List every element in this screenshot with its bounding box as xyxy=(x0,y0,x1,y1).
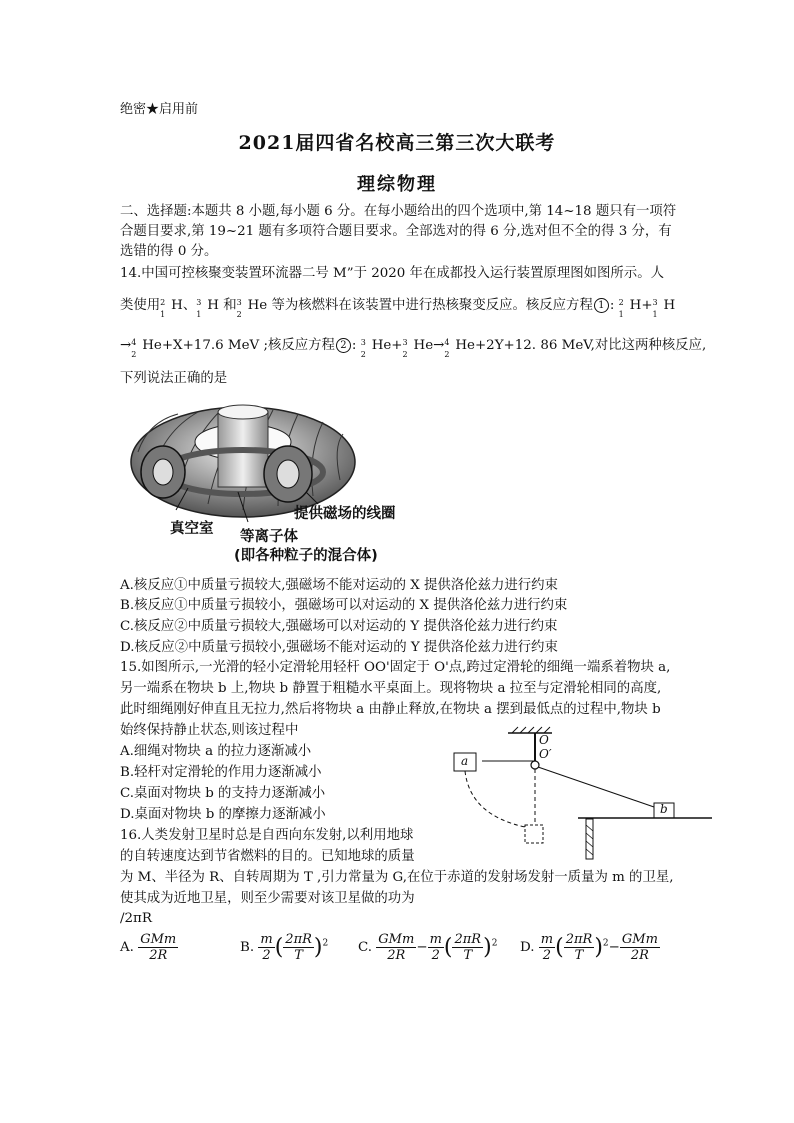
q14-option-b: B.核反应①中质量亏损较小，强磁场可以对运动的 X 提供洛伦兹力进行约束 xyxy=(120,598,568,613)
label-plasma-note: (即各种粒子的混合体) xyxy=(234,548,378,564)
q16-line-1: 16.人类发射卫星时总是自西向东发射,以利用地球 xyxy=(120,828,414,843)
q15-option-a: A.细绳对物块 a 的拉力逐渐减小 xyxy=(120,744,312,759)
q14-line-3: → 4 2 He+X+17.6 MeV ;核反应方程 2 : 3 2 He+ 3 2 He→ 4 2 He+2Y+12. 86 MeV,对比这两种核反应, xyxy=(120,338,707,359)
label-vacuum-chamber: 真空室 xyxy=(170,521,214,537)
q15-option-d: D.桌面对物块 b 的摩擦力逐渐减小 xyxy=(120,807,326,822)
q16-option-a: A. $\frac{\text{GMm}}{2R}$ xyxy=(120,932,177,963)
q15-line-3: 此时细绳刚好伸直且无拉力,然后将物块 a 由静止释放,在物块 a 摆到最低点的过程中,物块 b xyxy=(120,702,661,717)
exam-subtitle: 理综物理 xyxy=(357,174,437,195)
q16-option-d: D. $\frac{m}{2}$ ( $\frac{2\pi R}{T}$ )$^2$− $\frac{\text{GMm}}{2R}$ xyxy=(520,932,658,963)
exam-title: 2021届四省名校高三第三次大联考 xyxy=(238,132,556,154)
q15-line-2: 另一端系在物块 b 上,物块 b 静置于粗糙水平桌面上。现将物块 a 拉至与定滑轮相同的高度, xyxy=(120,681,662,696)
q14-option-d: D.核反应②中质量亏损较小,强磁场不能对运动的 Y 提供洛伦兹力进行约束 xyxy=(120,640,558,655)
section-intro-line-2: 合题目要求,第 19~21 题有多项符合题目要求。全部选对的得 6 分,选对但不全的得 3 分，有 xyxy=(120,224,672,239)
q16-option-b: B. $\frac{m}{2}$ ( $\frac{2\pi R}{T}$ )$^2$ xyxy=(240,932,329,963)
q16-line-5: /2πR xyxy=(120,911,152,926)
q14-line-4: 下列说法正确的是 xyxy=(120,371,228,386)
label-magnetic-coil: 提供磁场的线圈 xyxy=(294,506,396,522)
q16-line-2: 的自转速度达到节省燃料的目的。已知地球的质量 xyxy=(120,849,415,864)
q15-line-4: 始终保持静止状态,则该过程中 xyxy=(120,723,299,738)
pulley-figure xyxy=(440,725,720,865)
q16-line-4: 使其成为近地卫星，则至少需要对该卫星做的功为 xyxy=(120,891,415,906)
label-O: O xyxy=(539,733,549,747)
q15-option-b: B.轻杆对定滑轮的作用力逐渐减小 xyxy=(120,765,322,780)
label-plasma: 等离子体 xyxy=(240,529,298,545)
q14-option-a: A.核反应①中质量亏损较大,强磁场不能对运动的 X 提供洛伦兹力进行约束 xyxy=(120,578,558,593)
pulley-diagram xyxy=(440,725,720,865)
circled-two: 2 xyxy=(336,338,351,353)
q16-option-c: C. $\frac{\text{GMm}}{2R}$ − $\frac{m}{2}$ ( $\frac{2\pi R}{T}$ )$^2$ xyxy=(358,932,498,963)
q15-line-1: 15.如图所示,一光滑的轻小定滑轮用轻杆 OO'固定于 O'点,跨过定滑轮的细绳一端系着物块 a, xyxy=(120,660,671,675)
section-intro-line-3: 选错的得 0 分。 xyxy=(120,244,218,259)
circled-one: 1 xyxy=(594,298,609,313)
q14-option-c: C.核反应②中质量亏损较大,强磁场可以对运动的 Y 提供洛伦兹力进行约束 xyxy=(120,619,558,634)
q15-option-c: C.桌面对物块 b 的支持力逐渐减小 xyxy=(120,786,326,801)
section-intro-line-1: 二、选择题:本题共 8 小题,每小题 6 分。在每小题给出的四个选项中,第 14~18 题只有一项符 xyxy=(120,204,677,219)
label-O-prime: O′ xyxy=(539,747,552,761)
q14-line-1: 14.中国可控核聚变装置环流器二号 M”于 2020 年在成都投入运行装置原理图如图所示。人 xyxy=(120,266,664,281)
q14-line-2: 类使用 2 1 H、 3 1 H 和 3 2 He 等为核燃料在该装置中进行热核聚变反应。核反应方程 1 : 2 1 H+ 3 1 H xyxy=(120,298,676,319)
label-block-a: a xyxy=(461,754,469,768)
q16-line-3: 为 M、半径为 R、自转周期为 T ,引力常量为 G,在位于赤道的发射场发射一质量为 m 的卫星, xyxy=(120,870,674,885)
label-block-b: b xyxy=(660,802,668,816)
confidential-label: 绝密★启用前 xyxy=(120,102,199,117)
tokamak-figure xyxy=(118,392,428,567)
